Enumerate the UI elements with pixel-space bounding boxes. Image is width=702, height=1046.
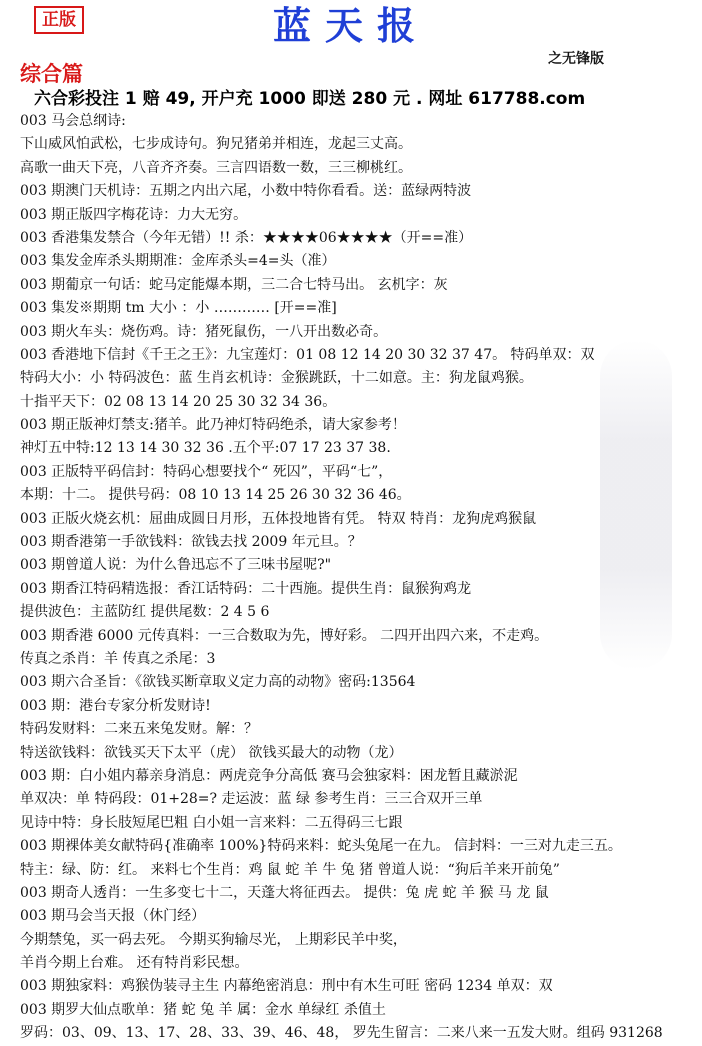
text-line: 见诗中特：身长肢短尾巴粗 白小姐一言来料：二五得码三七跟	[20, 814, 403, 831]
text-line: 提供波色：主蓝防红 提供尾数：2 4 5 6	[20, 604, 270, 621]
text-line: 003 期裸体美女献特码{准确率 100%}特码来料：蛇头兔尾一在九。 信封料：一三对九走三五。	[20, 838, 622, 855]
article-body	[20, 110, 696, 1046]
text-line: 003 马会总纲诗:	[20, 113, 126, 129]
text-line: 高歌一曲天下亮，八音齐齐奏。三言四语数一数，三三柳桃红。	[20, 159, 412, 176]
text-line: 003 期马会当天报（休门经）	[20, 908, 206, 925]
text-line: 003 香港地下信封《千王之王》：九宝莲灯：01 08 12 14 20 30 32 37 47。 特码单双：双	[20, 346, 595, 363]
text-line: 003 正版特平码信封：特码心想要找个“ 死囚”，平码“七”，	[20, 463, 393, 480]
text-line: 003 集发※期期 tm 大小 ：小 ………… [开==准]	[20, 300, 337, 317]
text-line: 003 期香江特码精选报：香江话特码：二十西施。提供生肖：鼠猴狗鸡龙	[20, 580, 472, 597]
newspaper-title: 蓝天报	[272, 3, 429, 48]
text-line: 特主：绿、防：红。 来料七个生肖：鸡 鼠 蛇 羊 牛 兔 猪 曾道人说：“狗后羊来开前兔”	[20, 861, 560, 878]
text-line: 003 期奇人透肖：一生多变七十二，天蓬大将征西去。 提供：兔 虎 蛇 羊 猴 马 龙 鼠	[20, 884, 549, 901]
text-line: 传真之杀肖：羊 传真之杀尾：3	[20, 650, 216, 667]
text-line: 003 期：白小姐内幕亲身消息：两虎竞争分高低 赛马会独家料：困龙暂且藏淤泥	[20, 767, 518, 784]
text-line: 003 期曾道人说：为什么鲁迅忘不了三味书屋呢?"	[20, 557, 332, 574]
ad-banner: 六合彩投注 1 赔 49, 开户充 1000 即送 280 元 . 网址 617788.com	[34, 89, 586, 109]
text-line: 003 期澳门天机诗：五期之内出六尾，小数中特你看看。送：蓝绿两特波	[20, 183, 472, 200]
text-line: 003 正版火烧玄机：屈曲成圆日月形，五体投地皆有凭。 特双 特肖：龙狗虎鸡猴鼠	[20, 510, 537, 527]
text-line: 003 香港集发禁合（今年无错）!! 杀：★★★★06★★★★（开==准）	[20, 229, 473, 246]
text-line: 特送欲钱料：欲钱买天下太平（虎） 欲钱买最大的动物（龙）	[20, 744, 403, 761]
text-line: 003 期香港 6000 元传真料：一三合数取为先，博好彩。 二四开出四六来，不走鸡。	[20, 627, 549, 644]
text-line: 特码发财料：二来五来兔发财。解：？	[20, 721, 258, 738]
text-line: 003 期火车头：烧伤鸡。诗：猪死鼠伤，一八开出数必奇。	[20, 323, 388, 340]
text-line: 罗码：03、09、13、17、28、33、39、46、48， 罗先生留言：二来八来一五发大财。组码 931268	[20, 1025, 663, 1042]
text-line: 今期禁兔，买一码去死。 今期买狗输尽光， 上期彩民羊中奖，	[20, 931, 407, 948]
text-line: 神灯五中特:12 13 14 30 32 36 .五个平:07 17 23 37 38.	[20, 440, 391, 457]
text-line: 单双决：单 特码段：01+28=? 走运波：蓝 绿 参考生肖：三三合双开三单	[20, 791, 483, 808]
text-line: 特码大小：小 特码波色：蓝 生肖玄机诗：金猴跳跃，十二如意。主：狗龙鼠鸡猴。	[20, 370, 533, 387]
text-line: 003 期正版四字梅花诗：力大无穷。	[20, 206, 248, 223]
text-line: 003 集发金库杀头期期准：金库杀头=4=头（准）	[20, 253, 336, 270]
text-line: 003 期正版神灯禁支:猪羊。此乃神灯特码绝杀，请大家参考！	[20, 417, 406, 434]
text-line: 003 期罗大仙点歌单：猪 蛇 兔 羊 属：金水 单绿红 杀值土	[20, 1001, 386, 1018]
text-line: 003 期六合圣旨：《欲钱买断章取义定力高的动物》密码:13564	[20, 674, 416, 691]
edition-label: 之无锋版	[548, 51, 604, 67]
text-line: 003 期：港台专家分析发财诗!	[20, 697, 211, 714]
text-line: 本期：十二。 提供号码：08 10 13 14 25 26 30 32 36 46。	[20, 487, 411, 504]
text-line: 003 期葡京一句话：蛇马定能爆本期，三二合七特马出。 玄机字：灰	[20, 276, 448, 293]
text-line: 十指平天下：02 08 13 14 20 25 30 32 34 36。	[20, 393, 337, 410]
text-line: 003 期独家料：鸡猴伪装寻主生 内幕绝密消息：刑中有木生可旺 密码 1234 单双：双	[20, 978, 553, 995]
text-line: 下山威风怕武松，七步成诗句。狗兄猪弟并相连，龙起三丈高。	[20, 136, 412, 153]
section-heading: 综合篇	[20, 61, 83, 86]
edition-badge: 正版	[34, 6, 84, 34]
text-line: 003 期香港第一手欲钱料：欲钱去找 2009 年元旦。？	[20, 534, 362, 551]
text-line: 羊肖今期上台难。 还有特肖彩民想。	[20, 955, 249, 972]
